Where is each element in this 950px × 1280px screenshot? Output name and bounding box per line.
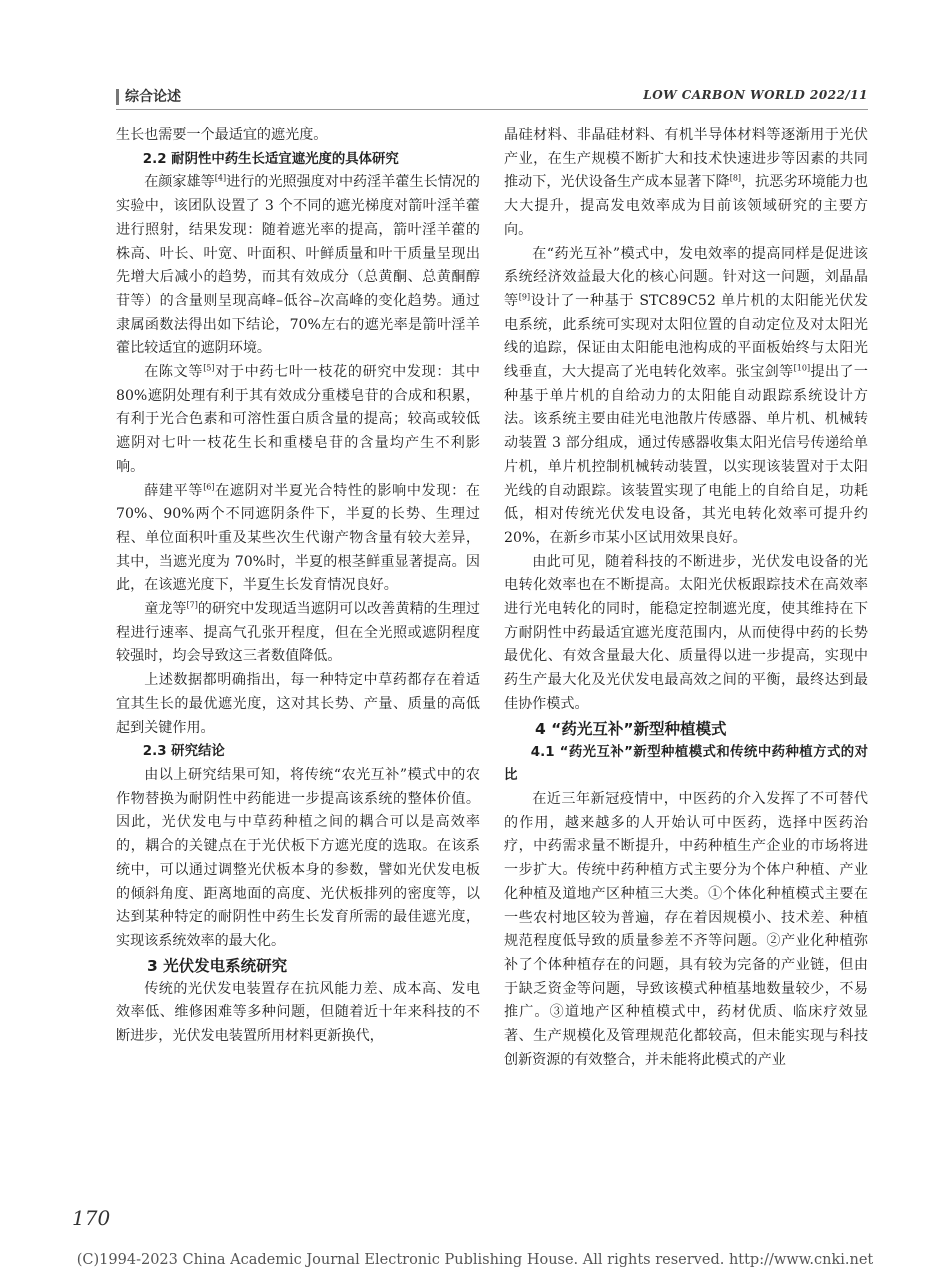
heading-4: 4 “药光互补”新型种植模式 [535,719,727,738]
paragraph: 在近三年新冠疫情中，中医药的介入发挥了不可替代的作用，越来越多的人开始认可中医药，选择中医药治疗，中药需求量不断提升，中药种植生产企业的市场将进一步扩大。传统中药种植方式主要分为个体户种植、产业化种植及道地产区种植三大类。①个体化种植模式主要在一些农村地区较为普遍，存在着因规模小、技术差、种植规范程度低导致的质量参差不齐等问题。②产业化种植弥补了个体种植存在的问题，具有较为完备的产业链，但由于缺乏资金等问题，导致该模式种植基地数量较少，不易推广。③道地产区种植模式中，药材优质、临床疗效显著、生产规模化及管理规范化都较高，但未能实现与科技创新资源的有效整合，并未能将此模式的产业 [504,790,868,1068]
paragraph: 在陈文等[5]对于中药七叶一枝花的研究中发现：其中 80%遮阴处理有利于其有效成分重楼皂苷的合成和积累，有利于光合色素和可溶性蛋白质含量的提高；较高或较低遮阴对七叶一枝花生长和重楼皂苷的含量均产生不利影响。 [116,363,481,475]
header-bar [116,89,119,105]
paragraph: 晶硅材料、非晶硅材料、有机半导体材料等逐渐用于光伏产业，在生产规模不断扩大和技术快速进步等因素的共同推动下，光伏设备生产成本显著下降[8]，抗恶劣环境能力也大大提升，提高发电效率成为目前该领域研究的主要方向。 [504,127,869,238]
paragraph: 上述数据都明确指出，每一种特定中草药都存在着适宜其生长的最优遮光度，这对其长势、产量、质量的高低起到关键作用。 [116,672,480,736]
paragraph: 传统的光伏发电装置存在抗风能力差、成本高、发电效率低、维修困难等多种问题，但随着近十年来科技的不断进步，光伏发电装置所用材料更新换代， [116,980,480,1045]
paragraph: 童龙等[7]的研究中发现适当遮阴可以改善黄精的生理过程进行速率、提高气孔张开程度，但在全光照或遮阴程度较强时，均会导致这三者数值降低。 [116,600,481,665]
citation: [7] [186,600,198,610]
citation: [6] [203,481,215,491]
citation: [10] [793,363,811,373]
left-column [116,124,480,1049]
header-journal: LOW CARBON WORLD 2022/11 [643,88,868,102]
header-rule [116,109,868,110]
running-header [116,86,868,108]
paragraph: 在“药光互补”模式中，发电效率的提高同样是促进该系统经济效益最大化的核心问题。针对这一问题，刘晶晶等[9]设计了一种基于 STC89C52 单片机的太阳能光伏发电系统，此系统可实现对太阳位置的自动定位及对太阳光线的追踪，保证由太阳能电池构成的平面板始终与太阳光线垂直，大大提高了光电转化效率。张宝剑等[10]提出了一种基于单片机的自给动力的太阳能自动跟踪系统设计方法。该系统主要由硅光电池散片传感器、单片机、机械转动装置 3 部分组成，通过传感器收集太阳光信号传递给单片机，单片机控制机械转动装置，以实现该装置对于太阳光线的自动跟踪。该装置实现了电能上的自给自足，功耗低，相对传统光伏发电设备，其光电转化效率可提升约 20%，在新乡市某小区试用效果良好。 [504,245,869,546]
paragraph: 生长也需要一个最适宜的遮光度。 [116,127,328,143]
heading-2-2: 2.2 耐阴性中药生长适宜遮光度的具体研究 [142,151,399,167]
header-section: 综合论述 [125,89,181,105]
heading-3: 3 光伏发电系统研究 [147,956,288,975]
citation: [9] [518,292,531,302]
page-number: 170 [72,1206,111,1230]
citation: [5] [203,363,215,373]
paragraph: 在颜家雄等[4]进行的光照强度对中药淫羊藿生长情况的实验中，该团队设置了 3 个不同的遮光梯度对箭叶淫羊藿进行照射，结果发现：随着遮光率的提高，箭叶淫羊藿的株高、叶长、叶宽、叶面积、叶鲜质量和叶干质量呈现出先增大后减小的趋势，而其有效成分（总黄酮、总黄酮醇苷等）的含量则呈现高峰–低谷–次高峰的变化趋势。通过隶属函数法得出如下结论，70%左右的遮光率是箭叶淫羊藿比较适宜的遮阴环境。 [116,173,481,357]
right-column [504,124,868,1072]
paragraph: 由以上研究结果可知，将传统“农光互补”模式中的农作物替换为耐阴性中药能进一步提高该系统的整体价值。因此，光伏发电与中草药种植之间的耦合可以是高效率的，耦合的关键点在于光伏板下方遮光度的选取。在该系统中，可以通过调整光伏板本身的参数，譬如光伏发电板的倾斜角度、距离地面的高度、光伏板排列的密度等，以达到某种特定的耐阴性中药生长发育所需的最佳遮光度，实现该系统效率的最大化。 [116,766,480,949]
heading-2-3: 2.3 研究结论 [142,744,225,760]
heading-4-1: 4.1 “药光互补”新型种植模式和传统中药种植方式的对比 [504,744,868,784]
paragraph: 由此可见，随着科技的不断进步，光伏发电设备的光电转化效率也在不断提高。太阳光伏板跟踪技术在高效率进行光电转化的同时，能稳定控制遮光度，使其维持在下方耐阴性中药最适宜遮光度范围内，从而使得中药的长势最优化、有效含量最大化、质量得以进一步提高，实现中药生产最大化及光伏发电最高效之间的平衡，最终达到最佳协作模式。 [504,553,868,712]
copyright-footer: (C)1994-2023 China Academic Journal Electronic Publishing House. All rights reserved. http://www.cnki.net [76,1252,874,1268]
citation: [4] [214,173,227,183]
citation: [8] [729,173,742,183]
paragraph: 薛建平等[6]在遮阴对半夏光合特性的影响中发现：在 70%、90%两个不同遮阴条件下，半夏的长势、生理过程、单位面积叶重及某些次生代谢产物含量有较大差异，其中，当遮光度为 70%时，半夏的根茎鲜重显著提高。因此，在该遮光度下，半夏生长发育情况良好。 [116,481,481,594]
